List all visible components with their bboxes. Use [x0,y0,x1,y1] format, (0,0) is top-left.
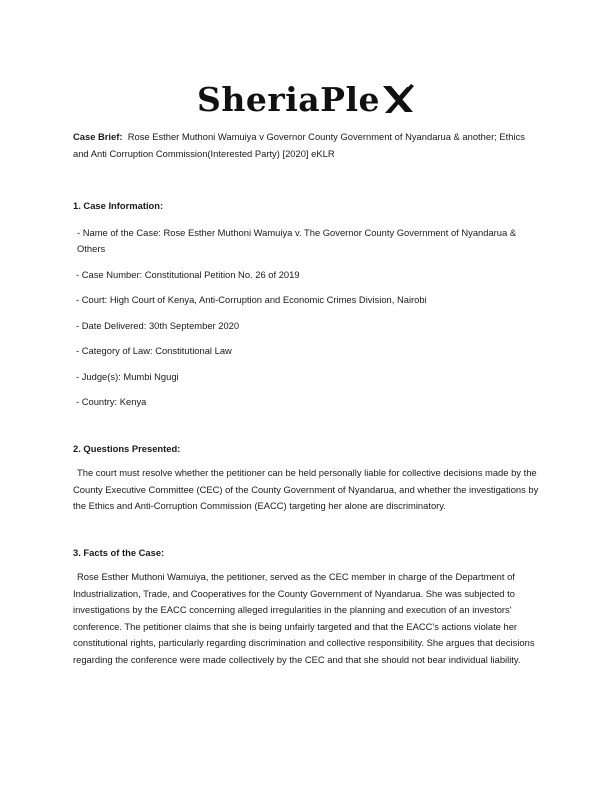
facts-of-the-case-text: Rose Esther Muthoni Wamuiya, the petitioner, served as the CEC member in charge of the Department of Industrialization, Trade, and Cooperatives for the County Government of Nyandarua. She was subjected to investigations by the EACC concerning alleged irregularities in the planning and execution of an investors' conference. The petitioner claims that she is being unfairly targeted and that the EACC's actions violate her constitutional rights, particularly regarding discrimination and collective responsibility. She argues that decisions regarding the conference were made collectively by the CEC and that she should not bear individual liability. [73,571,535,665]
case-info-judges: - Judge(s): Mumbi Ngugi [76,370,179,382]
section-title-facts-of-the-case: 3. Facts of the Case: [73,546,165,558]
case-info-date: - Date Delivered: 30th September 2020 [76,319,240,331]
case-info-number: - Case Number: Constitutional Petition No. 26 of 2019 [76,268,300,280]
section-title-questions-presented: 2. Questions Presented: [73,442,181,454]
sheriaplex-logo [0,76,612,122]
case-brief [73,129,543,162]
case-info-court: - Court: High Court of Kenya, Anti-Corruption and Economic Crimes Division, Nairobi [76,294,427,305]
logo-text: SheriaPle [197,79,380,119]
case-info-name: - Name of the Case: Rose Esther Muthoni Wamuiya v. The Governor County Government of Nyandarua & Others [77,226,517,254]
case-info-country: - Country: Kenya [76,396,147,407]
questions-presented-text: The court must resolve whether the petitioner can be held personally liable for collective decisions made by the County Executive Committee (CEC) of the County Government of Nyandarua, and whether the investigations by the Ethics and Anti-Corruption Commission (EACC) targeting her alone are discriminatory. [73,467,539,511]
case-brief-text: Rose Esther Muthoni Wamuiya v Governor County Government of Nyandarua & another; Ethics and Anti Corruption Commission(Interested Party) [2020] eKLR [73,131,525,159]
section-title-case-information: 1. Case Information: [73,200,164,211]
document-body [73,129,543,668]
case-info-category: - Category of Law: Constitutional Law [76,345,232,356]
case-brief-label: Case Brief: [73,131,123,142]
logo-x-mark-icon [381,82,415,116]
